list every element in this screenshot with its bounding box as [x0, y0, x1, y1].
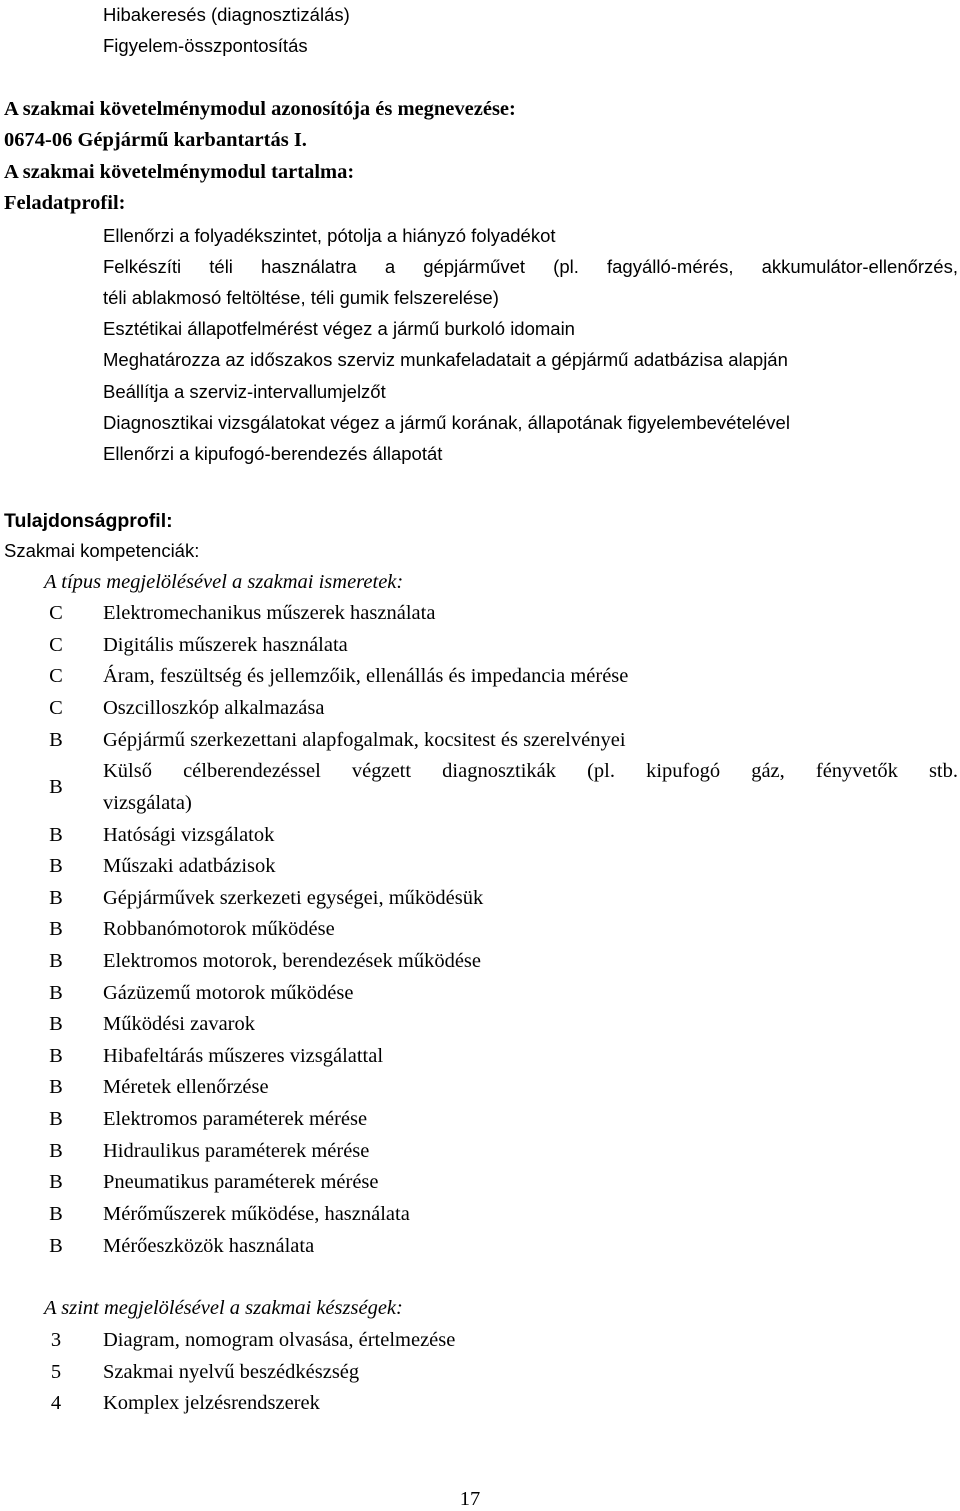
- task-profile-heading: Feladatprofil:: [4, 192, 126, 214]
- competencies-heading: Szakmai kompetenciák:: [4, 540, 200, 561]
- knowledge-code: B: [49, 1108, 63, 1130]
- knowledge-text: Elektromos paraméterek mérése: [103, 1108, 368, 1130]
- property-profile-heading: Tulajdonságprofil:: [4, 510, 173, 532]
- knowledge-code: B: [49, 1076, 63, 1098]
- skill-level: 4: [50, 1392, 62, 1414]
- knowledge-text: Hatósági vizsgálatok: [103, 824, 275, 846]
- module-id-value: 0674-06 Gépjármű karbantartás I.: [4, 129, 307, 151]
- module-content-heading: A szakmai követelménymodul tartalma:: [4, 161, 355, 183]
- skills-heading: A szint megjelölésével a szakmai készségek:: [44, 1297, 403, 1319]
- page-number: 17: [459, 1488, 481, 1510]
- knowledge-code: B: [49, 1013, 63, 1035]
- task-item: Beállítja a szerviz-intervallumjelzőt: [103, 381, 386, 402]
- knowledge-text: Gépjármű szerkezettani alapfogalmak, kocsitest és szerelvényei: [103, 729, 626, 751]
- knowledge-text: Elektromechanikus műszerek használata: [103, 602, 436, 624]
- knowledge-code: B: [49, 887, 63, 909]
- knowledge-code: B: [49, 950, 63, 972]
- knowledge-code: C: [49, 634, 63, 656]
- knowledge-text: Méretek ellenőrzése: [103, 1076, 269, 1098]
- knowledge-code: B: [49, 824, 63, 846]
- task-item: Diagnosztikai vizsgálatokat végez a jármű korának, állapotának figyelembevételével: [103, 412, 790, 433]
- knowledge-text: Robbanómotorok működése: [103, 918, 335, 940]
- skill-text: Komplex jelzésrendszerek: [103, 1392, 320, 1414]
- knowledge-text: Mérőműszerek működése, használata: [103, 1203, 410, 1225]
- skill-text: Szakmai nyelvű beszédkészség: [103, 1361, 360, 1383]
- knowledge-text-continuation: vizsgálata): [103, 792, 192, 814]
- knowledge-text: Hibafeltárás műszeres vizsgálattal: [103, 1045, 384, 1067]
- knowledge-code: B: [49, 776, 63, 798]
- skill-text: Diagram, nomogram olvasása, értelmezése: [103, 1329, 456, 1351]
- knowledge-text: Külső célberendezéssel végzett diagnosztikák (pl. kipufogó gáz, fényvetők stb.: [103, 760, 958, 782]
- knowledge-code: B: [49, 1045, 63, 1067]
- top-line-2: Figyelem-összpontosítás: [103, 35, 308, 56]
- knowledge-text: Gépjárművek szerkezeti egységei, működésük: [103, 887, 484, 909]
- knowledge-code: B: [49, 1140, 63, 1162]
- knowledge-text: Elektromos motorok, berendezések működése: [103, 950, 481, 972]
- knowledge-text: Mérőeszközök használata: [103, 1235, 315, 1257]
- task-item: Esztétikai állapotfelmérést végez a jármű burkoló idomain: [103, 318, 575, 339]
- knowledge-text: Műszaki adatbázisok: [103, 855, 276, 877]
- knowledge-code: C: [49, 602, 63, 624]
- task-item: Meghatározza az időszakos szerviz munkafeladatait a gépjármű adatbázisa alapján: [103, 349, 788, 370]
- task-item: Ellenőrzi a kipufogó-berendezés állapotát: [103, 443, 443, 464]
- knowledge-text: Működési zavarok: [103, 1013, 255, 1035]
- task-item: Ellenőrzi a folyadékszintet, pótolja a hiányzó folyadékot: [103, 225, 556, 246]
- knowledge-text: Gázüzemű motorok működése: [103, 982, 354, 1004]
- module-id-heading: A szakmai követelménymodul azonosítója és megnevezése:: [4, 98, 516, 120]
- knowledge-text: Hidraulikus paraméterek mérése: [103, 1140, 370, 1162]
- knowledge-text: Pneumatikus paraméterek mérése: [103, 1171, 379, 1193]
- skill-level: 3: [50, 1329, 62, 1351]
- task-item-continuation: téli ablakmosó feltöltése, téli gumik felszerelése): [103, 287, 499, 308]
- knowledge-code: B: [49, 982, 63, 1004]
- task-item: Felkészíti téli használatra a gépjárművet (pl. fagyálló-mérés, akkumulátor-ellenőrzés,: [103, 256, 958, 277]
- knowledge-code: B: [49, 1235, 63, 1257]
- knowledge-code: C: [49, 665, 63, 687]
- knowledge-code: B: [49, 1171, 63, 1193]
- knowledge-code: B: [49, 1203, 63, 1225]
- knowledge-text: Digitális műszerek használata: [103, 634, 348, 656]
- knowledge-text: Áram, feszültség és jellemzőik, ellenállás és impedancia mérése: [103, 665, 629, 687]
- knowledge-code: B: [49, 855, 63, 877]
- knowledge-code: B: [49, 918, 63, 940]
- skill-level: 5: [50, 1361, 62, 1383]
- knowledge-code: B: [49, 729, 63, 751]
- top-line-1: Hibakeresés (diagnosztizálás): [103, 4, 350, 25]
- knowledge-code: C: [49, 697, 63, 719]
- knowledge-text: Oszcilloszkóp alkalmazása: [103, 697, 325, 719]
- knowledge-heading: A típus megjelölésével a szakmai ismeretek:: [44, 571, 404, 593]
